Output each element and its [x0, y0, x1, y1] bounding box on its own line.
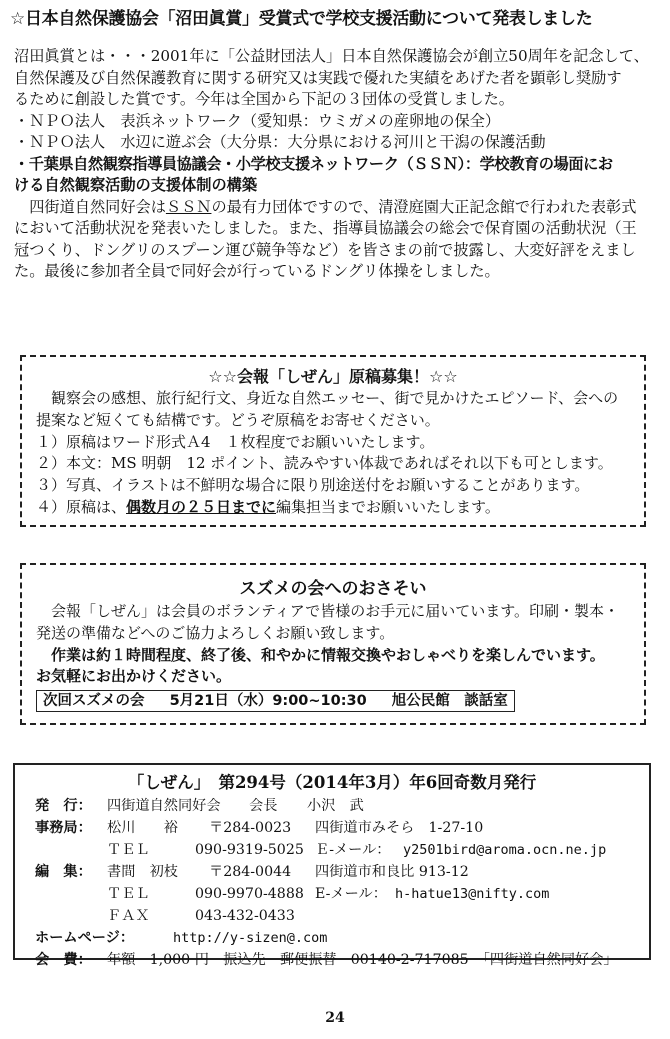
publisher-label: 発 行： [35, 798, 92, 814]
sparrow-club-body [22, 601, 644, 712]
editor-address: 四街道市和良比 913-12 [315, 864, 469, 880]
awardee-item: ・ＮＰＯ法人 水辺に遊ぶ会（大分県：大分県における河川と干潟の保護活動 [14, 133, 546, 151]
text-run: 編集担当までお願いいたします。 [276, 497, 500, 516]
article-paragraph-line: た。最後に参加者全員で同好会が行っているドングリ体操をしました。 [14, 262, 500, 280]
article-body [14, 46, 664, 283]
fee-details: 年額 1,000 円 振込先 郵便振替 00140-2-717085 「四街道自然同好会」 [107, 952, 618, 968]
homepage-link[interactable]: http://y-sizen@.com [173, 930, 328, 946]
article-paragraph-line: において活動状況を発表いたしました。また、指導員協議会の総会で保育園の活動状況（王 [14, 219, 637, 237]
chair-name: 小沢 武 [307, 798, 364, 814]
deadline-emphasis: 偶数月の２５日までに [126, 497, 277, 516]
colophon-box [13, 763, 651, 968]
next-meeting-box [36, 690, 515, 712]
manuscript-call-title: ☆☆会報「しぜん」原稿募集！☆☆ [208, 367, 458, 386]
sparrow-line: 会報「しぜん」は会員のボランティアで皆様のお手元に届いています。印刷・製本・ [51, 602, 620, 620]
office-label: 事務局： [35, 820, 92, 836]
manuscript-intro-line: 観察会の感想、旅行紀行文、身近な自然エッセー、街で見かけたエピソード、会への [51, 389, 619, 407]
next-meeting-date: 5月21日（水）9:00~10:30 [169, 693, 367, 710]
office-name: 松川 裕 [107, 820, 178, 836]
office-tel: 090-9319-5025 [195, 842, 304, 858]
next-meeting-label: 次回スズメの会 [43, 693, 145, 710]
editor-email-label: E-メール： [315, 886, 387, 902]
sparrow-club-box [20, 563, 646, 725]
article-paragraph-line: 冠つくり、ドングリのスプーン運び競争等など）を皆さまの前で披露し、大変好評をえまし [14, 240, 636, 259]
article-title: ☆日本自然保護協会「沼田眞賞」受賞式で学校支援活動について発表しました [10, 9, 593, 29]
editor-label: 編 集： [35, 864, 92, 880]
editor-row [15, 861, 649, 883]
manuscript-rule: ２）本文：MS 明朝 12 ポイント、読みやすい体裁であればそれ以下も可とします。 [36, 454, 613, 473]
office-tel-label: ＴＥＬ [107, 842, 150, 858]
editor-zip: 〒284-0044 [209, 864, 292, 880]
awardee-topic-cont: ける自然観察活動の支援体制の構築 [14, 176, 257, 194]
homepage-row [15, 927, 649, 949]
editor-contact-row [15, 883, 649, 905]
next-meeting-place: 旭公民館 談話室 [391, 693, 508, 710]
text-run: 四街道自然同好会は [29, 197, 166, 216]
manuscript-rule: １）原稿はワード形式Ａ4 １枚程度でお願いいたします。 [36, 432, 435, 451]
manuscript-call-box [20, 355, 646, 527]
colophon-title: 「しぜん」 第294号（2014年3月）年6回奇数月発行 [127, 773, 537, 792]
office-contact-row [15, 839, 649, 861]
text-run: の最有力団体ですので、清澄庭園大正記念館で行われた表彰式 [211, 197, 637, 216]
manuscript-rule: ３）写真、イラストは不鮮明な場合に限り別途送付をお願いすることがあります。 [36, 476, 590, 495]
awardee-name-ssn: ・千葉県自然観察指導員協議会・小学校支援ネットワーク（ＳＳＮ） [14, 154, 465, 173]
editor-email[interactable]: h-hatue13@nifty.com [395, 886, 550, 902]
sparrow-line: 発送の準備などへのご協力よろしくお願い致します。 [36, 623, 395, 642]
sparrow-line: お気軽にお出かけください。 [36, 667, 232, 686]
manuscript-intro-line: 提案など短くても結構です。どうぞ原稿をお寄せください。 [36, 410, 440, 429]
office-email-label: Ｅ-メール： [315, 842, 391, 858]
editor-name: 書間 初枝 [107, 864, 178, 880]
manuscript-call-body [22, 388, 644, 519]
office-address: 四街道市みそら 1-27-10 [315, 820, 484, 836]
article-paragraph-line: 沼田眞賞とは・・・2001年に「公益財団法人」日本自然保護協会が創立50周年を記念して、 [14, 47, 649, 65]
article-paragraph-line: 自然保護及び自然保護教育に関する研究又は実践で優れた実績をあげた者を顕彰し奨励す [14, 68, 622, 87]
editor-tel: 090-9970-4888 [195, 886, 304, 902]
ssn-underlined: ＳＳＮ [165, 197, 212, 216]
homepage-label: ホームページ： [35, 930, 135, 946]
awardee-topic: ：学校教育の場面にお [464, 154, 613, 173]
editor-tel-label: ＴＥＬ [107, 886, 150, 902]
article-paragraph-line [14, 197, 664, 219]
publisher-name: 四街道自然同好会 [107, 798, 221, 814]
office-zip: 〒284-0023 [209, 820, 292, 836]
fee-row [15, 949, 649, 971]
article-paragraph-line: るために創設した賞です。今年は全国から下記の３団体の受賞しました。 [14, 90, 514, 108]
fax-row [15, 905, 649, 927]
sparrow-club-title: スズメの会へのおさそい [239, 579, 427, 599]
page-number: 24 [325, 1010, 345, 1026]
text-run: ４）原稿は、 [36, 497, 127, 516]
manuscript-rule [36, 497, 638, 519]
office-email[interactable]: y2501bird@aroma.ocn.ne.jp [403, 842, 607, 858]
fax-label: ＦＡＸ [107, 908, 150, 924]
sparrow-line: 作業は約１時間程度、終了後、和やかに情報交換やおしゃべりを楽しんでいます。 [51, 645, 605, 664]
chair-label: 会長 [249, 798, 278, 814]
awardee-item [14, 154, 664, 176]
publisher-row [15, 795, 649, 817]
office-row [15, 817, 649, 839]
fee-label: 会 費： [35, 952, 92, 968]
awardee-item: ・ＮＰＯ法人 表浜ネットワーク（愛知県：ウミガメの産卵地の保全） [14, 111, 500, 130]
fax-number: 043-432-0433 [195, 908, 295, 924]
